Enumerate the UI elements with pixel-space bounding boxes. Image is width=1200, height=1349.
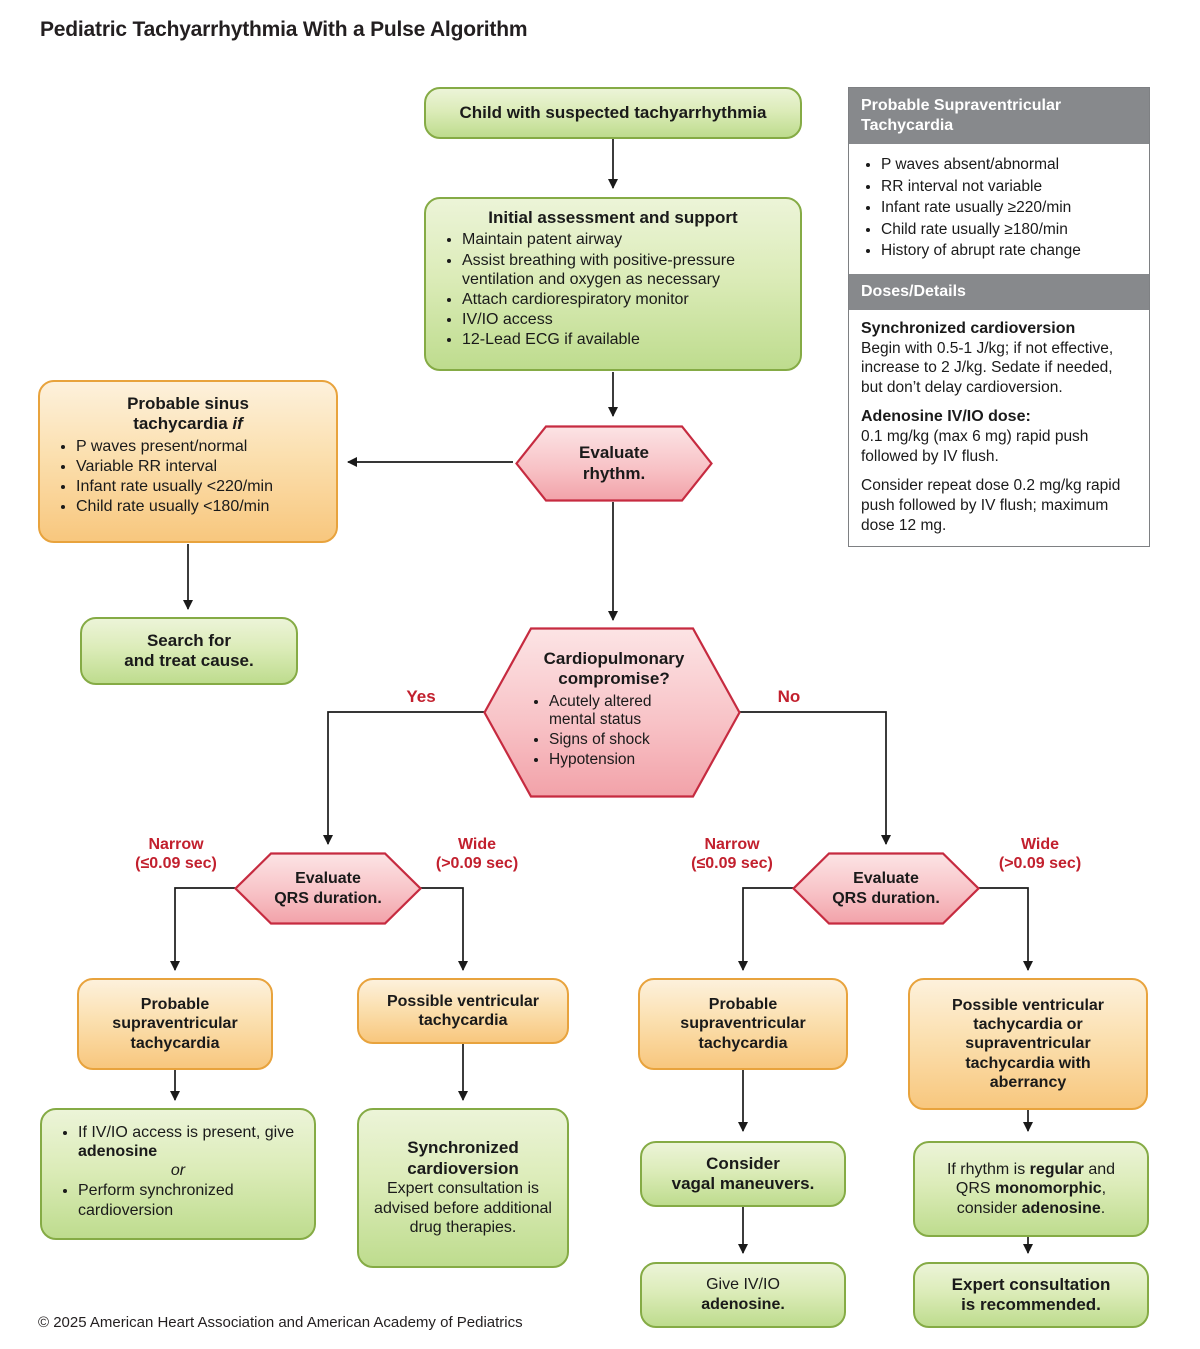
bullet-item: • Assist breathing with positive-pressure ventilation and oxygen as necessary <box>462 251 786 289</box>
or-separator: or <box>170 1162 186 1180</box>
evaluate-rhythm-line2: rhythm. <box>582 463 646 483</box>
narrow-label-right: Narrow (≤0.09 sec) <box>691 836 773 873</box>
expert-consultation-box: Expert consultation is recommended. <box>913 1262 1149 1328</box>
sinus-if-italic: if <box>232 414 243 434</box>
evaluate-rhythm-hexagon <box>515 425 713 502</box>
sidebar-svt-criteria <box>849 144 1149 274</box>
bullet-item: • Acutely altered mental status <box>549 693 697 730</box>
synchronized-cardioversion-box <box>357 1108 569 1268</box>
adenosine-dose-body: 0.1 mg/kg (max 6 mg) rapid push followed by IV flush. <box>861 428 1089 465</box>
no-branch-label: No <box>777 687 801 706</box>
sidebar-svt-header: Probable Supraventricular Tachycardia <box>849 88 1149 144</box>
adenosine-or-cardioversion-box <box>40 1108 316 1240</box>
wide-label-left: Wide (>0.09 sec) <box>435 836 519 873</box>
bullet-item: • Child rate usually <180/min <box>76 497 322 516</box>
evaluate-qrs-hexagon-right <box>792 852 980 925</box>
page-title: Pediatric Tachyarrhythmia With a Pulse Algorithm <box>40 18 528 41</box>
treatment-bullet: • Perform synchronized cardioversion <box>78 1181 300 1219</box>
qrs-left-line2: QRS duration. <box>274 889 382 907</box>
evaluate-qrs-hexagon-left <box>234 852 422 925</box>
sinus-title-line1: Probable sinus <box>127 394 249 413</box>
bullet-item: • Variable RR interval <box>76 457 322 476</box>
possible-vt-svt-aberrancy-box: Possible ventricular tachycardia or supraventricular tachycardia with aberrancy <box>908 978 1148 1110</box>
sidebar-doses-details <box>849 310 1149 546</box>
possible-vt-box: Possible ventricular tachycardia <box>357 978 569 1044</box>
adenosine-dose-title: Adenosine IV/IO dose: <box>861 408 1031 426</box>
narrow-label-left: Narrow (≤0.09 sec) <box>135 836 217 873</box>
bullet-item: • Infant rate usually ≥220/min <box>881 198 1137 218</box>
reference-sidebar <box>848 87 1150 547</box>
bullet-item: • Hypotension <box>549 751 697 770</box>
compromise-title: Cardiopulmonary compromise? <box>543 649 685 689</box>
treatment-bullet: • If IV/IO access is present, give adenosine <box>78 1123 300 1161</box>
search-line2: and treat cause. <box>124 651 254 670</box>
child-box-label: Child with suspected tachyarrhythmia <box>459 102 767 122</box>
sinus-bullets <box>54 437 322 517</box>
probable-sinus-tachycardia-box <box>38 380 338 543</box>
qrs-right-line1: Evaluate <box>853 870 919 888</box>
vagal-maneuvers-box: Consider vagal maneuvers. <box>640 1141 846 1207</box>
give-adenosine-line1: Give IV/IO <box>706 1276 780 1294</box>
sync-title-line2: cardioversion <box>407 1158 519 1178</box>
cardiopulmonary-compromise-hexagon <box>483 627 741 798</box>
sinus-title-line2: tachycardia if <box>133 414 243 434</box>
search-treat-cause-box <box>80 617 298 685</box>
initial-assessment-bullets <box>440 230 786 349</box>
bullet-item: • Signs of shock <box>549 731 697 750</box>
qrs-left-line1: Evaluate <box>295 870 361 888</box>
bullet-item: • Attach cardiorespiratory monitor <box>462 290 786 309</box>
give-adenosine-line2: adenosine. <box>701 1296 785 1313</box>
bullet-item: • P waves present/normal <box>76 437 322 456</box>
bullet-item: • Maintain patent airway <box>462 230 786 249</box>
sync-cardioversion-dose-title: Synchronized cardioversion <box>861 319 1076 337</box>
bullet-item: • 12-Lead ECG if available <box>462 330 786 349</box>
child-tachyarrhythmia-box <box>424 87 802 139</box>
qrs-right-line2: QRS duration. <box>832 889 940 907</box>
sync-title-line1: Synchronized <box>407 1138 519 1158</box>
copyright-notice: © 2025 American Heart Association and American Academy of Pediatrics <box>38 1314 523 1331</box>
adenosine-bold: adenosine <box>78 1143 158 1161</box>
give-adenosine-box <box>640 1262 846 1328</box>
initial-assessment-box <box>424 197 802 371</box>
yes-branch-label: Yes <box>406 687 436 706</box>
bullet-item: • Infant rate usually <220/min <box>76 477 322 496</box>
probable-svt-box-right: Probable supraventricular tachycardia <box>638 978 848 1070</box>
bullet-item: • IV/IO access <box>462 310 786 329</box>
evaluate-rhythm-line1: Evaluate <box>579 443 649 463</box>
adenosine-repeat-dose-body: Consider repeat dose 0.2 mg/kg rapid push followed by IV flush; maximum dose 12 mg. <box>861 477 1121 534</box>
wide-label-right: Wide (>0.09 sec) <box>998 836 1082 873</box>
initial-assessment-title: Initial assessment and support <box>488 208 738 227</box>
bullet-item: • RR interval not variable <box>881 177 1137 197</box>
search-line1: Search for <box>146 630 232 650</box>
rhythm-advice-text: If rhythm is regular and QRS monomorphic, consider adenosine. <box>946 1160 1116 1217</box>
probable-svt-box-left: Probable supraventricular tachycardia <box>77 978 273 1070</box>
sidebar-doses-header: Doses/Details <box>849 274 1149 310</box>
bullet-item: • Child rate usually ≥180/min <box>881 220 1137 240</box>
sync-body: Expert consultation is advised before additional drug therapies. <box>374 1180 552 1237</box>
bullet-item: • History of abrupt rate change <box>881 241 1137 261</box>
compromise-bullets <box>531 693 697 769</box>
regular-monomorphic-adenosine-box <box>913 1141 1149 1237</box>
sync-cardioversion-dose-body: Begin with 0.5-1 J/kg; if not effective, increase to 2 J/kg. Sedate if needed, but don’t delay cardioversion. <box>861 339 1114 396</box>
bullet-item: • P waves absent/abnormal <box>881 155 1137 175</box>
